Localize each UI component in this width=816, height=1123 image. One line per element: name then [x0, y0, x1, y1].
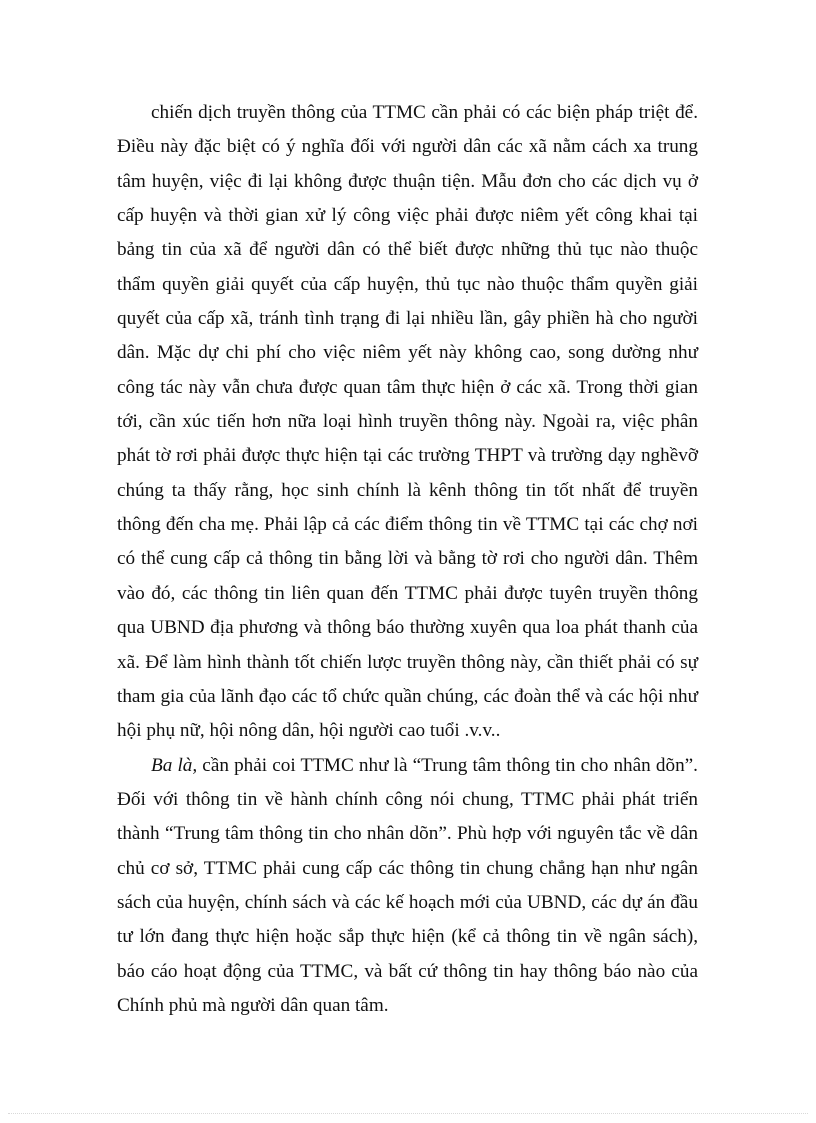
paragraph-2-lead: Ba là, — [151, 754, 198, 776]
paragraph-2-body: cần phải coi TTMC như là “Trung tâm thông tin cho nhân dõn”. Đối với thông tin về hành chính công nói chung, TTMC phải phát triển thành “Trung tâm thông tin cho nhân dõn”. Phù hợp với nguyên tắc về dân chủ cơ sở, TTMC phải cung cấp các thông tin chung chẳng hạn như ngân sách của huyện, chính sách và các kế hoạch mới của UBND, các dự án đầu tư lớn đang thực hiện hoặc sắp thực hiện (kể cả thông tin về ngân sách), báo cáo hoạt động của TTMC, và bất cứ thông tin hay thông báo nào của Chính phủ mà người dân quan tâm. — [117, 754, 698, 1016]
paragraph-1: chiến dịch truyền thông của TTMC cần phải có các biện pháp triệt để. Điều này đặc biệt có ý nghĩa đối với người dân các xã nằm cách xa trung tâm huyện, việc đi lại không được thuận tiện. Mẫu đơn cho các dịch vụ ở cấp huyện và thời gian xử lý công việc phải được niêm yết công khai tại bảng tin của xã để người dân có thể biết được những thủ tục nào thuộc thẩm quyền giải quyết của cấp huyện, thủ tục nào thuộc thẩm quyền giải quyết của cấp xã, tránh tình trạng đi lại nhiều lần, gây phiền hà cho người dân. Mặc dự chi phí cho việc niêm yết này không cao, song dường như công tác này vẫn chưa được quan tâm thực hiện ở các xã. Trong thời gian tới, cần xúc tiến hơn nữa loại hình truyền thông này. Ngoài ra, việc phân phát tờ rơi phải được thực hiện tại các trường THPT và trường dạy nghềvỡ chúng ta thấy rằng, học sinh chính là kênh thông tin tốt nhất để truyền thông đến cha mẹ. Phải lập cả các điểm thông tin về TTMC tại các chợ nơi có thể cung cấp cả thông tin bằng lời và bằng tờ rơi cho người dân. Thêm vào đó, các thông tin liên quan đến TTMC phải được tuyên truyền thông qua UBND địa phương và thông báo thường xuyên qua loa phát thanh của xã. Để làm hình thành tốt chiến lược truyền thông này, cần thiết phải có sự tham gia của lãnh đạo các tổ chức quần chúng, các đoàn thể và các hội như hội phụ nữ, hội nông dân, hội người cao tuổi .v.v.. — [117, 102, 698, 742]
paragraph-2 — [117, 749, 698, 1024]
page-bottom-divider — [8, 1113, 808, 1114]
body-text — [117, 96, 698, 1023]
